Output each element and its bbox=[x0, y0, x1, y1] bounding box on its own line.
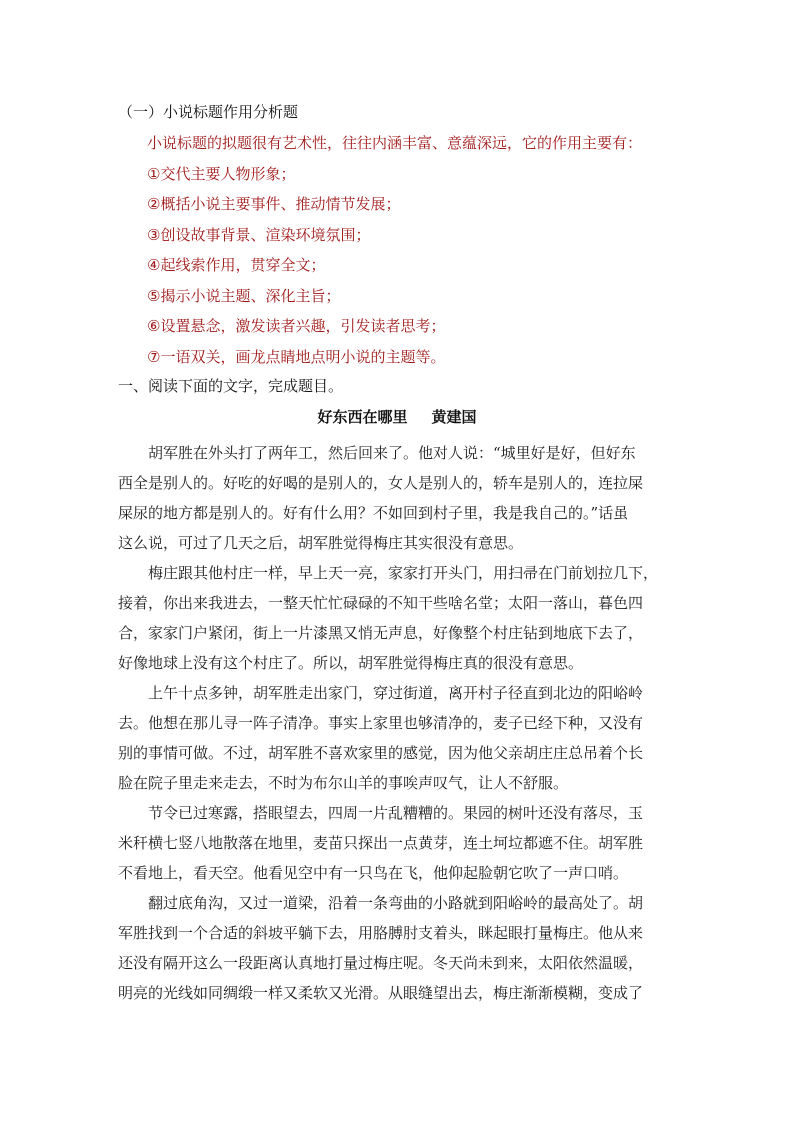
list-item: ③创设故事背景、渲染环境氛围； bbox=[147, 225, 371, 244]
body-line: 这么说，可过了几天之后，胡军胜觉得梅庄其实很没有意思。 bbox=[118, 534, 524, 552]
list-item: ①交代主要人物形象； bbox=[147, 164, 296, 183]
article-heading bbox=[0, 406, 794, 427]
body-line: 屎尿的地方都是别人的。好有什么用？不如回到村子里，我是我自己的。”话虽 bbox=[118, 504, 629, 522]
article-body bbox=[118, 438, 684, 1008]
list-item: ⑦一语双关，画龙点睛地点明小说的主题等。 bbox=[147, 347, 446, 366]
body-line: 翻过底角沟，又过一道梁，沿着一条弯曲的小路就到阳峪岭的最高处了。胡 bbox=[148, 894, 644, 912]
list-item: ②概括小说主要事件、推动情节发展； bbox=[147, 195, 401, 213]
list-item: ⑤揭示小说主题、深化主旨； bbox=[147, 286, 341, 305]
section-heading: （一）小说标题作用分析题 bbox=[118, 103, 299, 121]
article-author: 黄建国 bbox=[431, 408, 477, 426]
body-line: 军胜找到一个合适的斜坡平躺下去，用胳膊肘支着头，眯起眼打量梅庄。他从来 bbox=[118, 924, 644, 942]
list-item: ⑥设置悬念，激发读者兴趣，引发读者思考； bbox=[147, 317, 446, 335]
body-line: 西全是别人的。好吃的好喝的是别人的，女人是别人的，轿车是别人的，连拉屎 bbox=[118, 474, 644, 492]
body-line: 明亮的光线如同绸缎一样又柔软又光滑。从眼缝望出去，梅庄渐渐模糊，变成了 bbox=[118, 984, 644, 1002]
body-line: 上午十点多钟，胡军胜走出家门，穿过街道，离开村子径直到北边的阳峪岭 bbox=[148, 684, 644, 702]
body-line: 接着，你出来我进去，一整天忙忙碌碌的不知干些啥名堂；太阳一落山，暮色四 bbox=[118, 594, 644, 612]
body-line: 合，家家门户紧闭，街上一片漆黑又悄无声息，好像整个村庄钻到地底下去了， bbox=[118, 624, 644, 642]
article-title: 好东西在哪里 bbox=[317, 408, 408, 426]
body-line: 不看地上，看天空。他看见空中有一只鸟在飞，他仰起脸朝它吹了一声口哨。 bbox=[118, 864, 629, 882]
body-line: 梅庄跟其他村庄一样，早上天一亮，家家打开头门，用扫帚在门前划拉几下， bbox=[148, 564, 659, 582]
list-item: ④起线索作用，贯穿全文； bbox=[147, 256, 326, 274]
body-line: 还没有隔开这么一段距离认真地打量过梅庄呢。冬天尚未到来，太阳依然温暖， bbox=[118, 954, 644, 972]
list-intro: 小说标题的拟题很有艺术性，往往内涵丰富、意蕴深远，它的作用主要有： bbox=[147, 134, 643, 152]
body-line: 米秆横七竖八地散落在地里，麦苗只探出一点黄芽，连土坷垃都遮不住。胡军胜 bbox=[118, 834, 644, 852]
body-line: 别的事情可做。不过，胡军胜不喜欢家里的感觉，因为他父亲胡庄庄总吊着个长 bbox=[118, 744, 644, 762]
body-line: 好像地球上没有这个村庄了。所以，胡军胜觉得梅庄真的很没有意思。 bbox=[118, 654, 584, 672]
body-line: 节令已过寒露，搭眼望去，四周一片乱糟糟的。果园的树叶还没有落尽，玉 bbox=[148, 804, 644, 822]
body-line: 胡军胜在外头打了两年工，然后回来了。他对人说：“城里好是好，但好东 bbox=[148, 444, 636, 462]
title-function-list bbox=[147, 131, 642, 375]
body-line: 去。他想在那儿寻一阵子清净。事实上家里也够清净的，麦子已经下种，又没有 bbox=[118, 714, 644, 732]
reading-instruction: 一、阅读下面的文字，完成题目。 bbox=[118, 377, 344, 395]
body-line: 脸在院子里走来走去，不时为布尔山羊的事唉声叹气，让人不舒服。 bbox=[118, 774, 569, 792]
